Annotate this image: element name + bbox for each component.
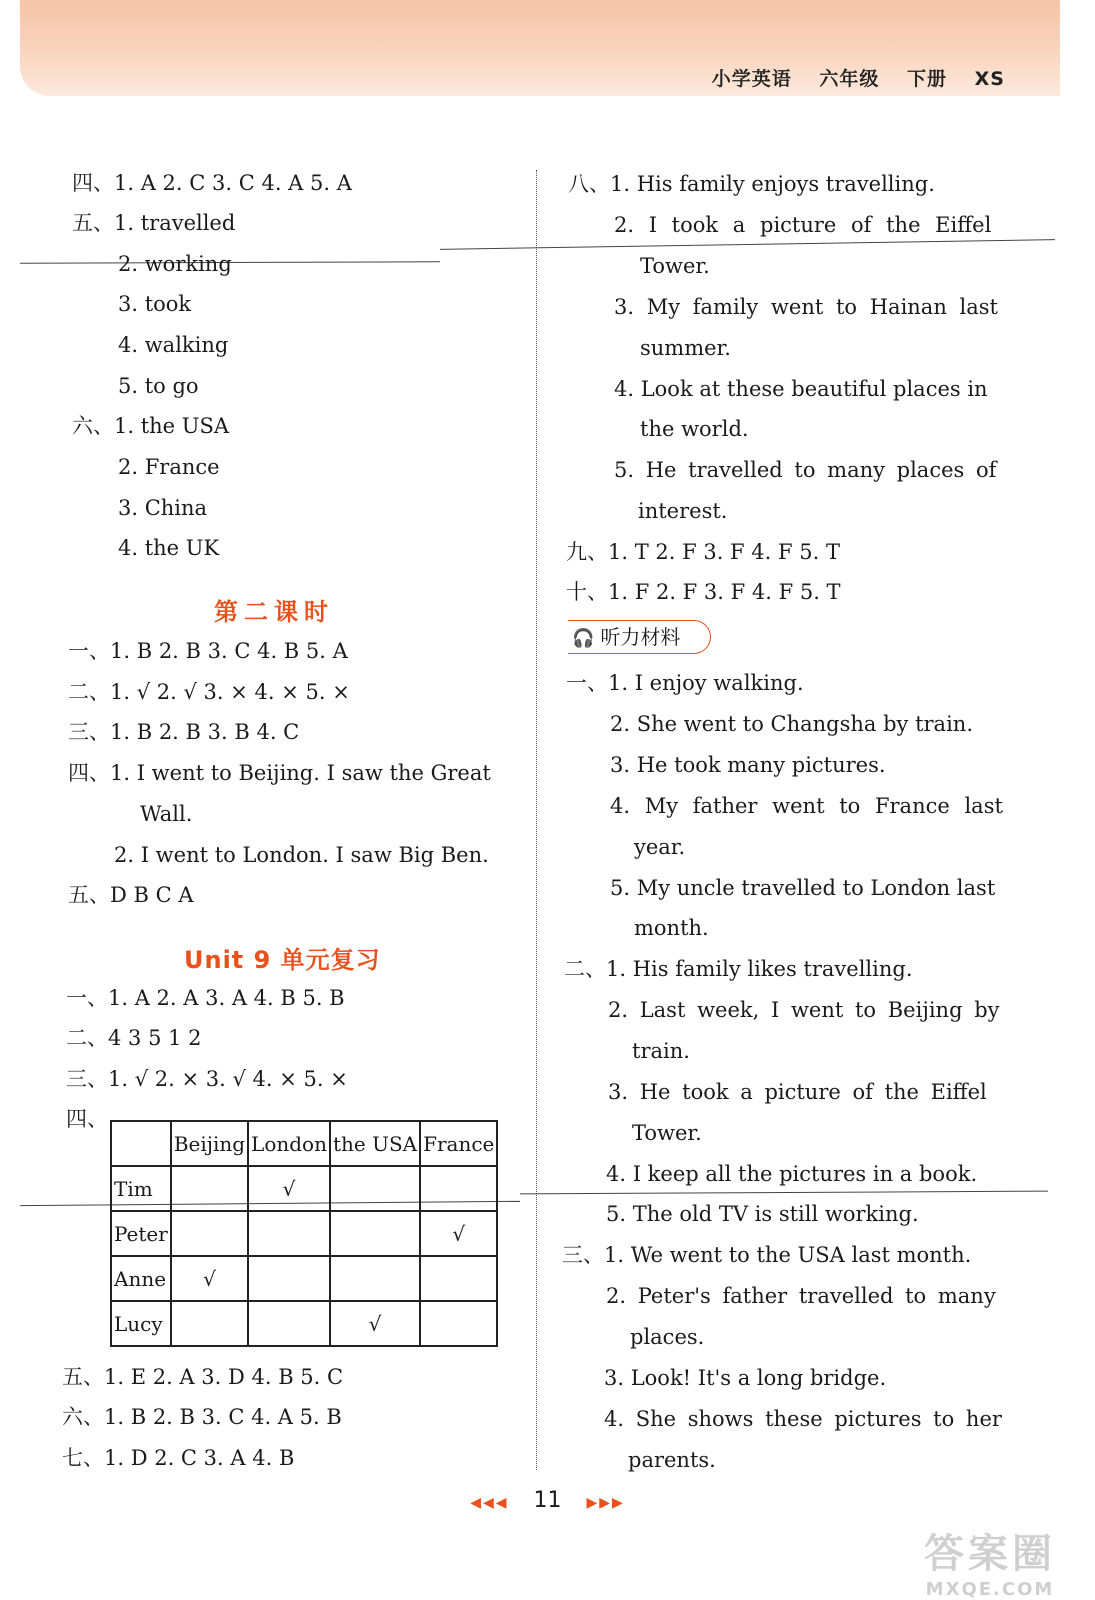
table-cell xyxy=(420,1166,497,1211)
table-header-cell: Beijing xyxy=(171,1121,248,1166)
answer-line: 4. Look at these beautiful places in xyxy=(614,377,988,401)
answer-line: train. xyxy=(632,1039,690,1063)
book-header xyxy=(692,64,1005,91)
table-header-cell: France xyxy=(420,1121,497,1166)
grade-label: 六年级 xyxy=(819,68,880,90)
answer-line: 3. He took a picture of the Eiffel xyxy=(608,1080,987,1104)
table-cell xyxy=(171,1301,248,1346)
answer-line: 一、1. B 2. B 3. C 4. B 5. A xyxy=(68,639,348,663)
answer-line: 一、1. I enjoy walking. xyxy=(566,671,804,695)
answer-line: 2. I went to London. I saw Big Ben. xyxy=(114,843,489,867)
answer-line: 3. He took many pictures. xyxy=(610,753,886,777)
table-cell xyxy=(330,1211,420,1256)
column-divider xyxy=(536,170,537,1470)
table-cell: Anne xyxy=(111,1256,171,1301)
scan-line xyxy=(520,1191,1048,1195)
page-number: 11 xyxy=(533,1488,562,1513)
table-row xyxy=(111,1256,497,1301)
answer-line: 十、1. F 2. F 3. F 4. F 5. T xyxy=(566,580,841,604)
table-cell xyxy=(171,1166,248,1211)
answer-line: month. xyxy=(634,916,709,940)
table-cell xyxy=(248,1211,330,1256)
section-title: Unit 9 单元复习 xyxy=(184,946,381,974)
answer-line: 三、1. We went to the USA last month. xyxy=(562,1243,972,1267)
table-cell: √ xyxy=(171,1256,248,1301)
answer-line: Tower. xyxy=(632,1121,702,1145)
volume-label: 下册 xyxy=(907,68,948,90)
table-cell: Peter xyxy=(111,1211,171,1256)
answer-line: 三、1. B 2. B 3. B 4. C xyxy=(68,720,300,744)
answer-line: Wall. xyxy=(140,802,193,826)
page-footer xyxy=(0,1488,1095,1513)
answer-line: 5. My uncle travelled to London last xyxy=(610,876,996,900)
table-cell xyxy=(248,1301,330,1346)
answer-line: 九、1. T 2. F 3. F 4. F 5. T xyxy=(566,540,840,564)
watermark-logo xyxy=(905,1522,1075,1600)
scan-line xyxy=(440,239,1055,250)
answer-line: Tower. xyxy=(640,254,710,278)
listening-label: 听力材料 xyxy=(600,625,681,649)
answer-line: 2. Peter's father travelled to many xyxy=(606,1284,996,1308)
table-header-row xyxy=(111,1121,497,1166)
table-cell xyxy=(248,1256,330,1301)
watermark-url: MXQE.COM xyxy=(925,1579,1055,1600)
right-arrows-icon: ▶▶▶ xyxy=(586,1495,625,1511)
table-header-cell xyxy=(111,1121,171,1166)
table-cell xyxy=(330,1256,420,1301)
answer-line: 4. the UK xyxy=(118,536,220,560)
answer-line: 七、1. D 2. C 3. A 4. B xyxy=(62,1446,295,1470)
answer-line: 2. I took a picture of the Eiffel xyxy=(614,213,992,237)
answer-line: places. xyxy=(630,1325,705,1349)
answer-line: 5. He travelled to many places of xyxy=(614,458,997,482)
table-cell xyxy=(171,1211,248,1256)
subject-label: 小学英语 xyxy=(711,68,792,90)
answer-line: 五、1. E 2. A 3. D 4. B 5. C xyxy=(62,1365,344,1389)
table-cell xyxy=(330,1166,420,1211)
answer-line: year. xyxy=(634,835,686,859)
answer-line: 六、1. the USA xyxy=(72,414,230,438)
table-cell xyxy=(420,1301,497,1346)
listening-badge xyxy=(568,620,711,654)
answer-line: 5. to go xyxy=(118,374,199,398)
answer-table xyxy=(110,1120,498,1347)
table-cell: Tim xyxy=(111,1166,171,1211)
answer-line: 2. France xyxy=(118,455,220,479)
section-title: 第二课时 xyxy=(214,598,334,626)
answer-line: 八、1. His family enjoys travelling. xyxy=(568,172,935,196)
table-row xyxy=(111,1166,497,1211)
answer-line: 一、1. A 2. A 3. A 4. B 5. B xyxy=(66,986,345,1010)
answer-line: 3. took xyxy=(118,292,192,316)
answer-line: summer. xyxy=(640,336,731,360)
table-row xyxy=(111,1211,497,1256)
answer-line: 2. She went to Changsha by train. xyxy=(610,712,973,736)
answer-line: 3. China xyxy=(118,496,208,520)
answer-line: 四、1. A 2. C 3. C 4. A 5. A xyxy=(72,171,352,195)
answer-line: 二、4 3 5 1 2 xyxy=(66,1026,202,1050)
answer-line: 3. My family went to Hainan last xyxy=(614,295,998,319)
answer-line: 3. Look! It's a long bridge. xyxy=(604,1366,887,1390)
answer-line: parents. xyxy=(628,1448,716,1472)
table-row xyxy=(111,1301,497,1346)
table-cell: √ xyxy=(330,1301,420,1346)
answer-line: 六、1. B 2. B 3. C 4. A 5. B xyxy=(62,1405,342,1429)
table-cell xyxy=(420,1256,497,1301)
answer-line: 4. My father went to France last xyxy=(610,794,1003,818)
edition-label: XS xyxy=(974,68,1005,90)
answer-line: 二、1. √ 2. √ 3. × 4. × 5. × xyxy=(68,680,350,704)
answer-line: 4. She shows these pictures to her xyxy=(604,1407,1002,1431)
answer-line: 二、1. His family likes travelling. xyxy=(564,957,913,981)
answer-line: 2. working xyxy=(118,252,232,276)
answer-line: 5. The old TV is still working. xyxy=(606,1202,919,1226)
watermark-text: 答案圈 xyxy=(924,1531,1056,1577)
table-cell: Lucy xyxy=(111,1301,171,1346)
answer-line: 四、 xyxy=(66,1107,108,1131)
answer-line: the world. xyxy=(640,417,749,441)
table-header-cell: London xyxy=(248,1121,330,1166)
left-arrows-icon: ◀◀◀ xyxy=(470,1495,509,1511)
answer-line: 三、1. √ 2. × 3. √ 4. × 5. × xyxy=(66,1067,348,1091)
answer-line: 4. walking xyxy=(118,333,229,357)
table-cell: √ xyxy=(248,1166,330,1211)
answer-line: 2. Last week, I went to Beijing by xyxy=(608,998,1000,1022)
answer-line: 五、1. travelled xyxy=(72,211,236,235)
table-cell: √ xyxy=(420,1211,497,1256)
table-header-cell: the USA xyxy=(330,1121,420,1166)
headphones-icon: 🎧 xyxy=(572,628,595,649)
answer-line: 4. I keep all the pictures in a book. xyxy=(606,1162,978,1186)
answer-line: interest. xyxy=(638,499,728,523)
answer-line: 四、1. I went to Beijing. I saw the Great xyxy=(68,761,491,785)
answer-line: 五、D B C A xyxy=(68,883,194,907)
